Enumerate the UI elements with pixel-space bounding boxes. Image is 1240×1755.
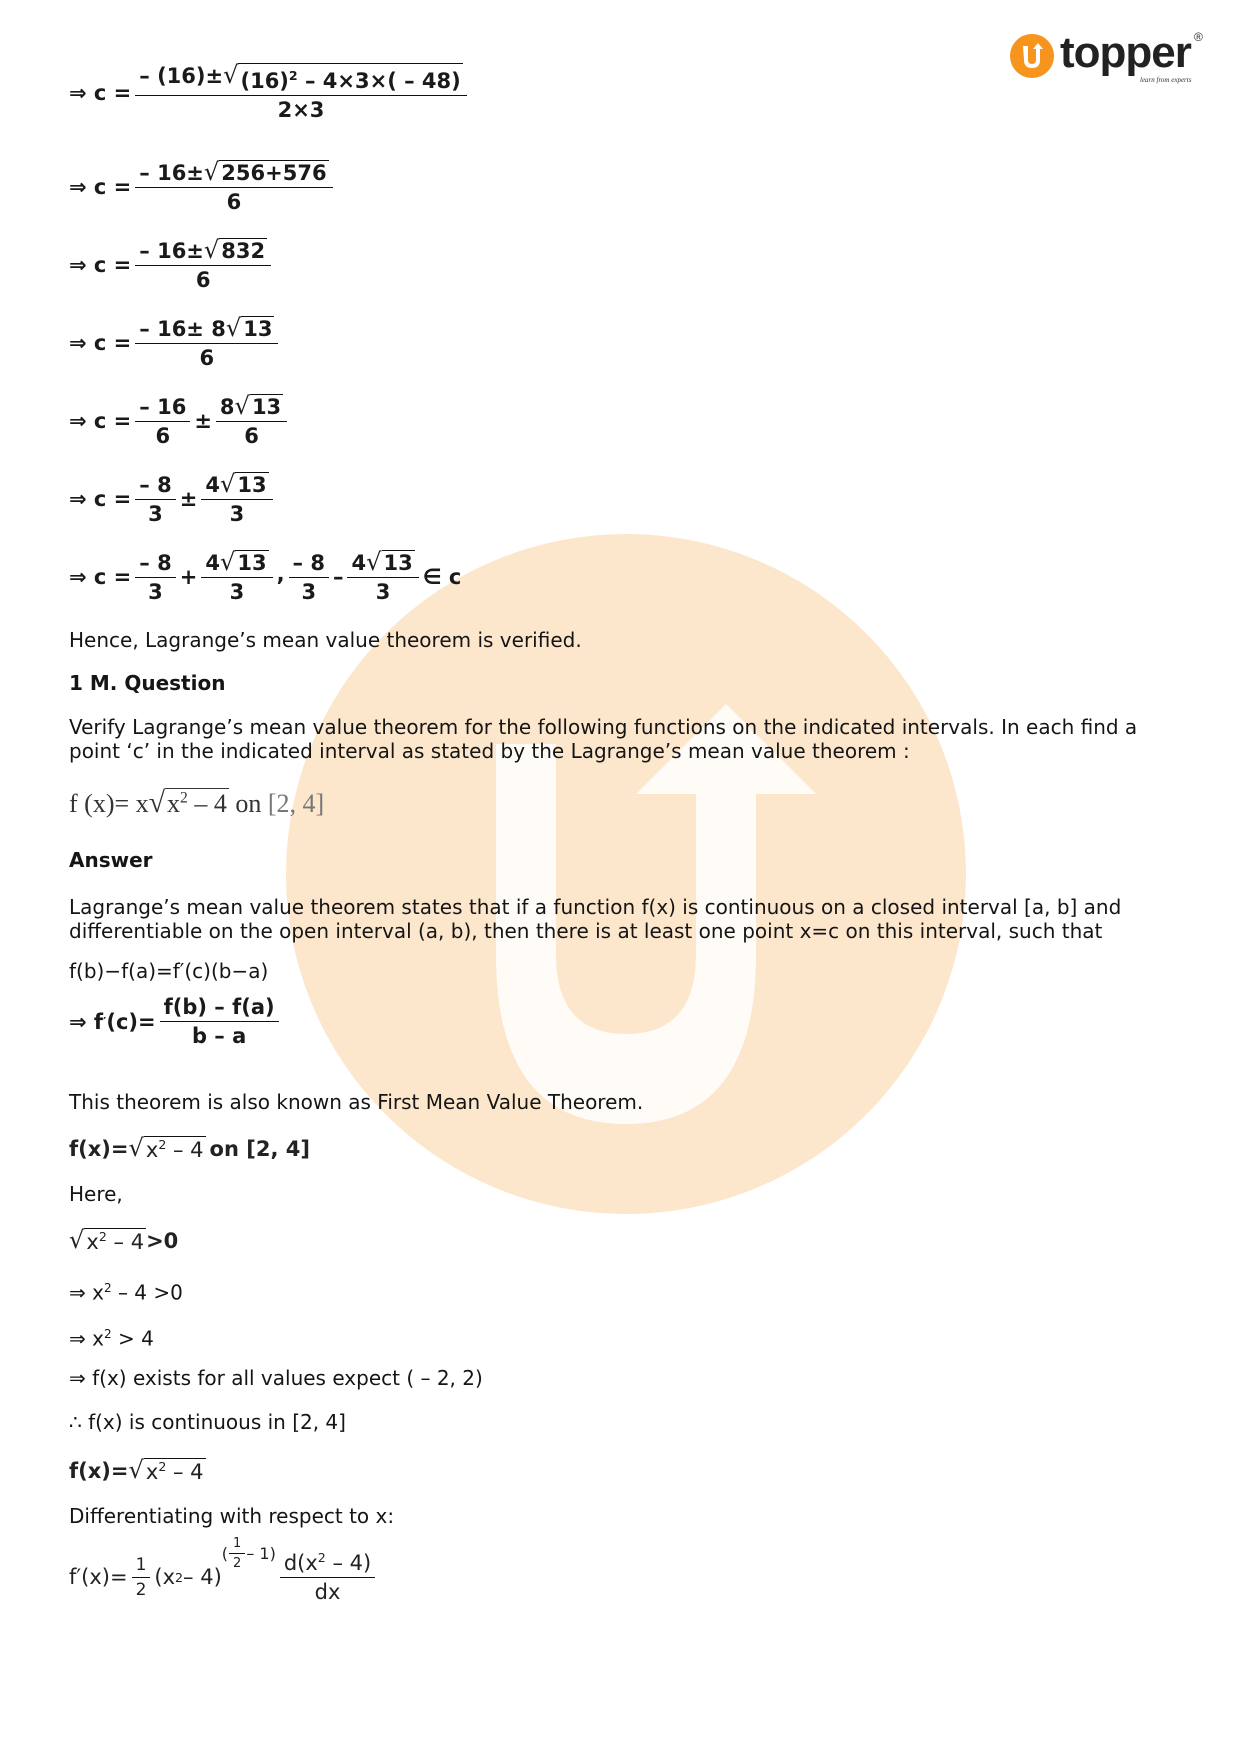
logo-registered: ®	[1194, 30, 1203, 44]
mvt-fraction: ⇒ f ′ (c)= $\frac{f(b) - f(a)}{b - a}$	[69, 995, 283, 1048]
also-known-text: This theorem is also known as First Mean Value Theorem.	[69, 1090, 644, 1114]
derivative-equation: f′(x)= $\frac{1}{2}$ (x 2 – 4) ( $\frac{1}{2}$ – 1 ) $\frac{d(x^2 - 4)}{dx}$	[69, 1550, 379, 1604]
answer-heading: Answer	[69, 848, 153, 872]
logo-tagline: learn from experts	[1140, 76, 1192, 84]
equation-step-6: ⇒ c = $\frac{- 8}{3}$ ± 4 √ 13 3	[69, 472, 277, 526]
condition-5: ∴ f(x) is continuous in [2, 4]	[69, 1410, 346, 1434]
condition-4: ⇒ f(x) exists for all values expect ( – 2, 2)	[69, 1366, 483, 1390]
logo-wordmark: topper	[1060, 28, 1191, 77]
mvt-formula: f(b)−f(a)=f′(c)(b−a)	[69, 959, 269, 983]
question-function: f (x)= x √ $x^2 - 4$ on [2, 4]	[69, 786, 325, 819]
here-label: Here,	[69, 1182, 123, 1206]
brand-logo	[1010, 30, 1210, 92]
condition-1: √ $x^2 - 4$ >0	[69, 1226, 179, 1254]
equation-step-2: ⇒ c = – 16± √ 256+576 6	[69, 160, 337, 214]
answer-intro: Lagrange’s mean value theorem states that if a function f(x) is continuous on a closed interval [a, b] and differentiable on the open interval (a, b), then there is at least one point x=c on this interval, such that	[69, 895, 1122, 943]
question-text: Verify Lagrange’s mean value theorem for the following functions on the indicated intervals. In each find a point ‘c’ in the indicated interval as stated by the Lagrange’s mean value theorem :	[69, 715, 1138, 763]
equation-step-5: ⇒ c = $\frac{- 16}{6}$ ± 8 √ 13 6	[69, 394, 291, 448]
condition-3: ⇒ $x^2 > 4$	[69, 1326, 154, 1351]
fx-definition: f(x)= √ $x^2 - 4$ on [2, 4]	[69, 1134, 310, 1162]
differentiating-text: Differentiating with respect to x:	[69, 1504, 395, 1528]
equation-step-4: ⇒ c = – 16± 8 √ 13 6	[69, 316, 282, 370]
equation-step-1: ⇒ c = – (16)± √ $(16)^2 - 4\times 3\times( - 48)$ 2×3	[69, 63, 471, 122]
equation-step-7: ⇒ c = $\frac{- 8}{3}$ + 4 √ 13 3 , $\frac{- 8}{3}$ – 4 √ 13 3 ∈ c	[69, 548, 462, 604]
question-heading: 1 M. Question	[69, 671, 226, 695]
equation-step-3: ⇒ c = – 16± √ 832 6	[69, 238, 275, 292]
hence-statement: Hence, Lagrange’s mean value theorem is verified.	[69, 628, 582, 652]
condition-2: ⇒ $x^2 - 4 >0$	[69, 1280, 183, 1305]
fx-definition-2: f(x)= √ $x^2 - 4$	[69, 1456, 204, 1484]
